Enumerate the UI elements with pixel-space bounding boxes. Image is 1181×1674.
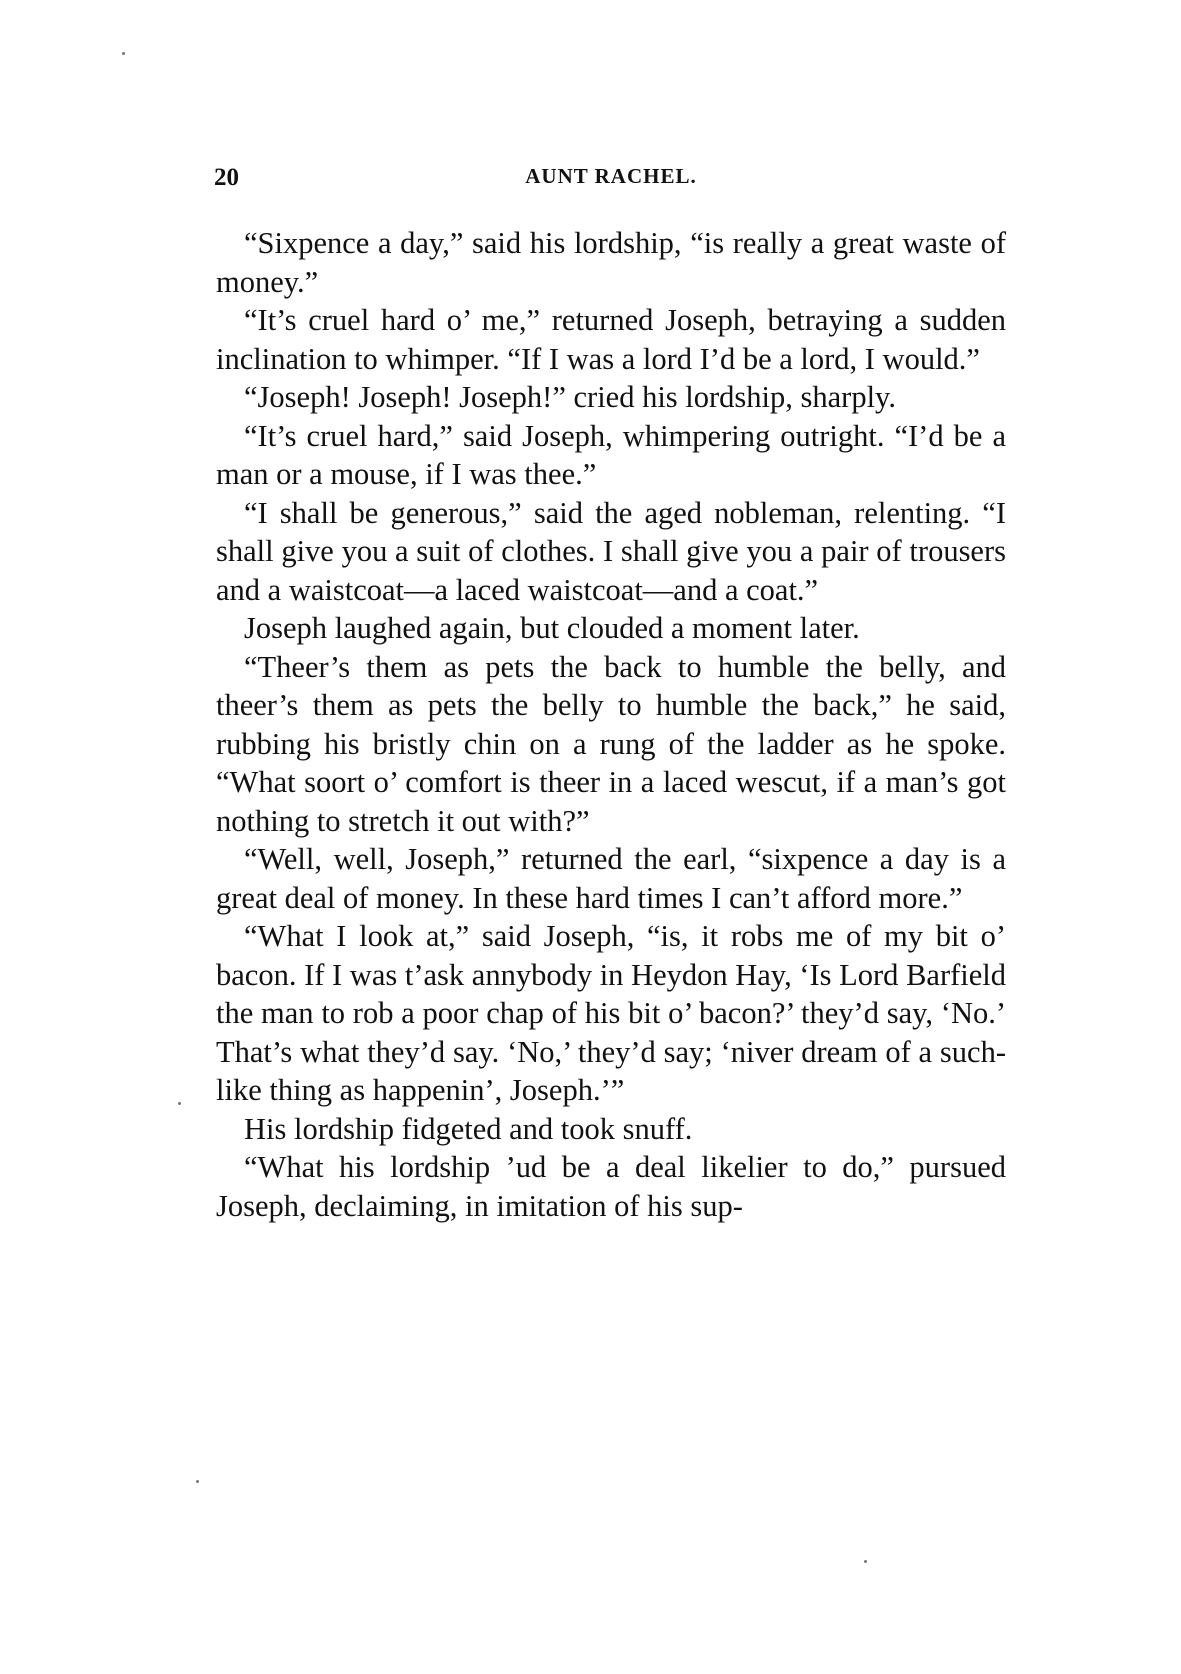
paragraph: “What his lordship ’ud be a deal likelier to do,” pursued Joseph, declaiming, in imitation of his sup-	[216, 1150, 1006, 1223]
paragraph: His lordship fidgeted and took snuff.	[244, 1111, 693, 1146]
paragraph: “It’s cruel hard,” said Joseph, whimpering outright. “I’d be a man or a mouse, if I was thee.”	[216, 418, 1006, 491]
paper-speck	[178, 1102, 181, 1105]
paragraph: “Joseph! Joseph! Joseph!” cried his lordship, sharply.	[244, 380, 896, 414]
paragraph: “What I look at,” said Joseph, “is, it robs me of my bit o’ bacon. If I was t’ask annybody in Heydon Hay, ‘Is Lord Barfield the man to rob a poor chap of his bit o’ bacon?’ they’d say, ‘No.’ That’s what they’d say. ‘No,’ they’d say; ‘niver dream of a such-like thing as happenin’, Joseph.’”	[216, 919, 1006, 1107]
running-title: AUNT RACHEL.	[525, 164, 697, 188]
running-head	[214, 164, 1008, 198]
paragraph: “Well, well, Joseph,” returned the earl, “sixpence a day is a great deal of money. In these hard times I can’t afford more.”	[216, 842, 1006, 915]
paragraph: “It’s cruel hard o’ me,” returned Joseph, betraying a sudden inclination to whimper. “If I was a lord I’d be a lord, I would.”	[216, 303, 1006, 376]
paper-speck	[122, 52, 125, 55]
paragraph: “Sixpence a day,” said his lordship, “is really a great waste of money.”	[216, 226, 1006, 299]
paragraph: Joseph laughed again, but clouded a moment later.	[244, 611, 860, 645]
page-number: 20	[214, 164, 239, 191]
paper-speck	[196, 1480, 199, 1483]
paragraph: “I shall be generous,” said the aged nobleman, relenting. “I shall give you a suit of clothes. I shall give you a pair of trousers and a waistcoat—a laced waistcoat—and a coat.”	[216, 495, 1006, 607]
paper-speck	[864, 1560, 867, 1563]
body-text	[216, 224, 1006, 1225]
paragraph: “Theer’s them as pets the back to humble the belly, and theer’s them as pets the belly to humble the back,” he said, rubbing his bristly chin on a rung of the ladder as he spoke. “What soort o’ comfort is theer in a laced wescut, if a man’s got nothing to stretch it out with?”	[216, 649, 1006, 838]
